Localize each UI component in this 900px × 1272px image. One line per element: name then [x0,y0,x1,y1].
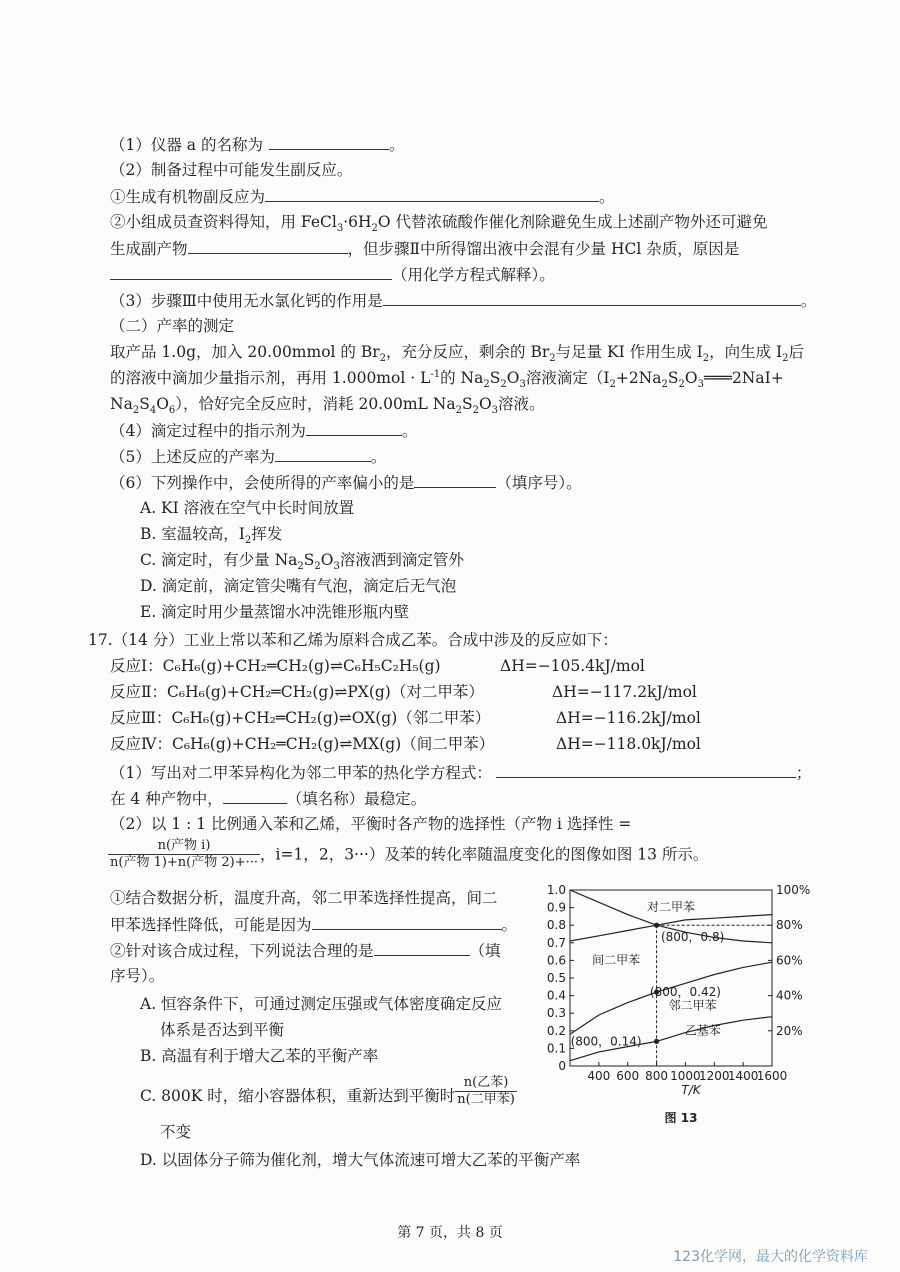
q5-text: （5）上述反应的产率为 [110,448,275,466]
s2-1b-text: 甲苯选择性降低，可能是因为 [110,916,312,934]
q4-period: 。 [401,422,418,440]
q2-4-line [110,264,555,285]
plot-area [547,883,810,1125]
q17-title: 17.（14 分）工业上常以苯和乙烯为原料合成乙苯。合成中涉及的反应如下： [88,631,618,649]
para-3: $Na_2S_4O_6$），恰好完全反应时，消耗 20.00mL $Na_2S_2O_3$溶液。 [110,395,545,417]
y-tick-label: 0.6 [546,953,566,968]
reaction-3-dh: ΔH=−116.2kJ/mol [556,709,701,727]
opt17-a2: 体系是否达到平衡 [160,1021,285,1039]
q2-text: （2）制备过程中可能发生副反应。 [110,161,353,179]
y2-tick-label: 40% [776,988,803,1003]
y-tick-label: 0.9 [546,900,566,915]
s2-1a: ①结合数据分析，温度升高，邻二甲苯选择性提高，间二 [110,889,498,907]
p2a: 的溶液中滴加少量指示剂，再用 1.000mol · L [110,369,431,387]
s2-2a-text: ②针对该合成过程，下列说法合理的是 [110,942,374,960]
reaction-1 [110,656,441,676]
p2c: S [489,369,501,387]
p3c: 溶液。 [498,395,545,413]
p3-s: S [139,395,150,413]
option-c-o: O [320,551,334,569]
option-c-tail: 溶液洒到滴定管外 [339,551,464,569]
p3-o: O [156,395,169,413]
y2-tick-label: 100% [776,883,810,897]
q2-1-text: ①生成有机物副反应为 [110,188,266,206]
reaction-1-dh: ΔH=−105.4kJ/mol [500,657,645,675]
p3b: ），恰好完全反应时，消耗 20.00mL Na [175,395,456,413]
y2-tick-label: 20% [776,1023,803,1038]
s1b-blank[interactable] [223,788,287,804]
s1b-b: （填名称）最稳定。 [286,790,427,808]
q1-text: （1）仪器 a 的名称为 [110,136,263,154]
y-tick-label: 0.5 [546,971,566,985]
s2-2b: 序号）。 [110,967,165,985]
x-tick-label: 1000 [670,1069,701,1083]
p3-o2: O [478,395,492,413]
opt17-c-fraction [455,1075,517,1108]
region-label: 乙基苯 [684,1023,721,1038]
x-tick-label: 400 [587,1069,611,1083]
p1d: ，向生成 I [709,343,783,361]
region-label: 邻二甲苯 [668,998,717,1013]
fraction-numerator: n(产物 i) [157,838,211,853]
q1-period: 。 [388,136,405,154]
q2-4-blank[interactable] [110,264,392,280]
q6-tail: （填序号）。 [496,474,582,492]
x-tick-label: 1200 [699,1069,730,1083]
selectivity-fraction [108,838,260,871]
opt17-b: B. 高温有利于增大乙苯的平衡产率 [140,1047,379,1065]
s2-line: （2）以 1 : 1 比例通入苯和乙烯，平衡时各产物的选择性（产物 i 选择性 = [110,815,632,833]
x-tick-label: 800 [645,1069,669,1083]
x-tick-label: 1600 [756,1069,788,1083]
p2c-2: S [667,369,679,387]
option-a: A. KI 溶液在空气中长时间放置 [140,499,355,517]
s2-2-tail: （填 [469,942,501,960]
s1b-line [110,788,426,809]
reaction-1-eq: 反应Ⅰ：C₆H₆(g)+CH₂═CH₂(g)⇌C₆H₅C₂H₅(g) [110,657,441,675]
s1b-a: 在 4 种产物中， [110,790,223,808]
q6-blank[interactable] [414,472,496,488]
opt17-d: D. 以固体分子筛为催化剂，增大气体流速可增大乙苯的平衡产率 [140,1151,581,1169]
y-tick-label: 0.7 [546,935,566,950]
q5-blank[interactable] [275,446,371,462]
p2f: +2Na [615,369,662,387]
option-b-tail: 挥发 [251,525,283,543]
y-tick-label: 0.8 [546,918,566,933]
q2-3-blank[interactable] [188,238,348,254]
para-1: 取产品 1.0g，加入 20.00mmol 的 $Br_2$，充分反应，剩余的 $Br_2$与足量 KI 作用生成 $I_2$，向生成 $I_2$后 [110,343,805,365]
s2-2a-line [110,940,501,961]
q1-line [110,134,404,155]
q2-3a: 生成副产物 [110,240,188,258]
reaction-2: 反应Ⅱ：C₆H₆(g)+CH₂═CH₂(g)⇌PX(g)（对二甲苯） [110,683,484,701]
point-annotation: (800，0.42) [649,985,721,1000]
y-tick-label: 1.0 [546,883,566,897]
option-b: B. 室温较高，$I_2$挥发 [140,525,283,547]
p2b: 的 Na [440,369,484,387]
s2-1-period: 。 [501,916,518,934]
x-tick-label: 600 [616,1069,640,1083]
reaction-3: 反应Ⅲ：C₆H₆(g)+CH₂═CH₂(g)⇌OX(g)（邻二甲苯） [110,709,491,727]
marker-point-1 [654,923,659,928]
q4-text: （4）滴定过程中的指示剂为 [110,422,306,440]
q2-1-period: 。 [599,188,615,206]
q2-1-line [110,186,615,207]
opt17-c-den: n(二甲苯) [457,1091,515,1107]
option-c-s: S [303,551,315,569]
figure-13-chart [540,880,810,1130]
opt17-c-num: n(乙苯) [463,1074,509,1090]
p2g: ═══2NaI+ [703,369,784,387]
option-b-text: B. 室温较高，I [140,525,245,543]
p1c: 与足量 KI 作用生成 I [555,343,703,361]
q4-blank[interactable] [306,420,402,436]
y-tick-label: 0.4 [546,988,566,1003]
y-tick-label: 0.1 [546,1041,566,1056]
q3-text: （3）步骤Ⅲ中使用无水氯化钙的作用是 [110,292,383,310]
q2-2a: ②小组成员查资料得知，用 FeCl [110,213,337,231]
para-2: 的溶液中滴加少量指示剂，再用 $1.000mol \cdot L^{-1}$的 $Na_2S_2O_3$溶液滴定（$I_2+2Na_2S_2O_3═══2NaI+$ [110,368,784,391]
reaction-4: 反应Ⅳ：C₆H₆(g)+CH₂═CH₂(g)⇌MX(g)（间二甲苯） [110,735,495,753]
option-c: C. 滴定时，有少量 $Na_2S_2O_3$溶液洒到滴定管外 [140,551,464,573]
opt17-c-text: C. 800K 时，缩小容器体积，重新达到平衡时 [140,1087,456,1105]
option-e: E. 滴定时用少量蒸馏水冲洗锥形瓶内壁 [140,603,410,621]
s1-end: ； [795,764,812,782]
section-2-title: （二）产率的测定 [110,317,235,335]
p2d-2: O [684,369,698,387]
q2-3b: ，但步骤Ⅱ中所得馏出液中会混有少量 HCl 杂质，原因是 [347,240,740,258]
y-tick-label: 0 [558,1059,566,1073]
s2-1b-line [110,914,517,935]
page-footer: 第 7 页，共 8 页 [397,1225,503,1241]
q3-period: 。 [800,292,817,310]
option-c-text: C. 滴定时，有少量 Na [140,551,298,569]
p2d: O [506,369,520,387]
figure-caption: 图 13 [664,1111,698,1125]
q2-1-blank[interactable] [265,186,599,202]
y2-tick-label: 60% [776,953,803,968]
q5-period: 。 [370,448,387,466]
q4-line [110,420,417,441]
opt17-c2: 不变 [160,1123,192,1141]
x-tick-label: 1400 [727,1069,759,1083]
watermark: 123化学网，最大的化学资料库 [673,1249,868,1265]
opt17-a1: A. 恒容条件下，可通过测定压强或气体密度确定反应 [140,995,503,1013]
q6-line [110,472,582,493]
region-label: 间二甲苯 [592,952,641,967]
y2-tick-label: 80% [776,918,803,933]
q2-2c: O 代替浓硫酸作催化剂除避免生成上述副产物外还可避免 [377,213,768,231]
opt17-c [140,1074,517,1108]
p3-s2: S [461,395,473,413]
p3a: Na [110,395,133,413]
s2b-text: ，i=1，2，3···）及苯的转化率随温度变化的图像如图 13 所示。 [260,845,709,864]
point-annotation: (800，0.14) [570,1034,642,1049]
reaction-4-dh: ΔH=−118.0kJ/mol [556,735,701,753]
q2-4-text: （用化学方程式解释）。 [392,266,555,284]
region-label: 对二甲苯 [646,900,696,915]
p1b: ，充分反应，剩余的 Br [386,343,550,361]
s2-1-blank[interactable] [312,914,502,930]
q3-line [110,290,816,311]
y-tick-label: 0.2 [546,1023,566,1038]
x-axis-label: T/K [681,1083,701,1097]
s2-formula [108,838,708,871]
p1a: 取产品 1.0g，加入 20.00mmol 的 Br [110,343,380,361]
q3-blank[interactable] [383,290,801,306]
q2-2-line: ②小组成员查资料得知，用 $FeCl_3\cdot 6H_2O$ 代替浓硫酸作催化剂除避免生成上述副产物外还可避免 [110,213,768,235]
y-tick-label: 0.3 [546,1006,566,1021]
s1-text: （1）写出对二甲苯异构化为邻二甲苯的热化学方程式： [110,764,492,782]
reaction-2-dh: ΔH=−117.2kJ/mol [552,683,697,701]
point-annotation: (800，0.8) [660,930,725,945]
q2-2b: ·6H [343,213,372,231]
fraction-denominator: n(产物 1)+n(产物 2)+··· [110,855,259,870]
q2-3-line [110,238,739,259]
s1-blank[interactable] [496,762,796,778]
s1-line [110,762,811,783]
p2e: 溶液滴定（I [525,369,610,387]
q1-blank[interactable] [269,134,389,150]
p1e: 后 [788,343,805,361]
q5-line [110,446,386,467]
q6-text: （6）下列操作中，会使所得的产率偏小的是 [110,474,415,492]
marker-point-3 [654,1039,659,1044]
option-d: D. 滴定前，滴定管尖嘴有气泡，滴定后无气泡 [140,577,457,595]
s2-2-blank[interactable] [374,940,470,956]
